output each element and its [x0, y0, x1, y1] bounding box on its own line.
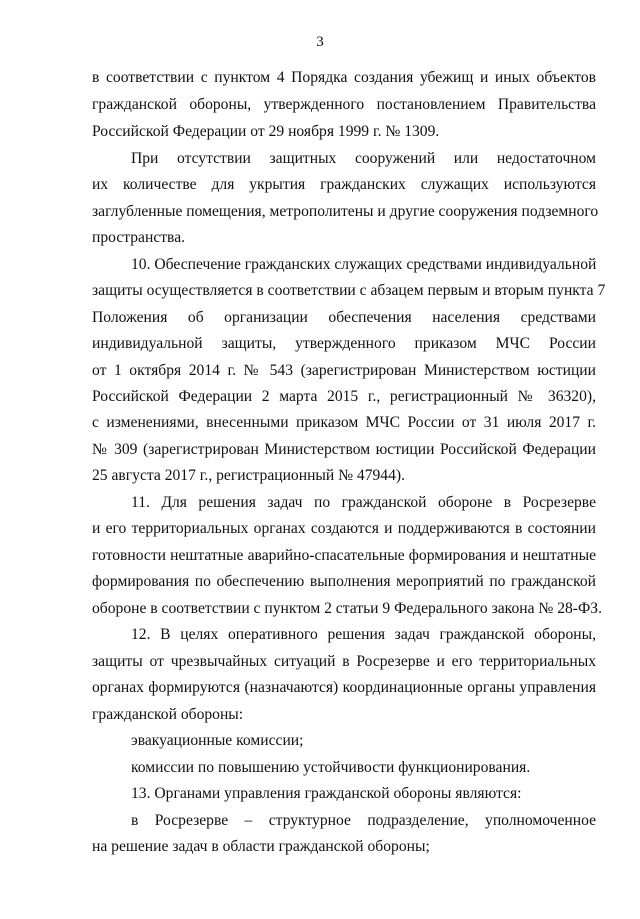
text-line: № 309 (зарегистрирован Министерством юстиции Российской Федерации — [92, 441, 596, 458]
text-line: 25 августа 2017 г., регистрационный № 47944). — [92, 467, 405, 484]
list-item: комиссии по повышению устойчивости функционирования. — [131, 759, 531, 776]
text-line: заглубленные помещения, метрополитены и другие сооружения подземного — [92, 203, 599, 220]
text-line: и его территориальных органах создаются и поддерживаются в состоянии — [92, 520, 596, 537]
text-line: индивидуальной защиты, утвержденного приказом МЧС России — [92, 335, 596, 352]
text-line: готовности нештатные аварийно-спасательные формирования и нештатные — [92, 547, 596, 564]
text-line: в Росрезерве – структурное подразделение, уполномоченное — [131, 812, 596, 829]
page-number: 3 — [316, 34, 324, 50]
paragraph-first-line: 13. Органами управления гражданской обороны являются: — [131, 785, 522, 802]
text-line: от 1 октября 2014 г. № 543 (зарегистрирован Министерством юстиции — [92, 362, 596, 379]
text-line: формирования по обеспечению выполнения мероприятий по гражданской — [92, 573, 596, 590]
text-line: Российской Федерации 2 марта 2015 г., регистрационный № 36320), — [92, 388, 596, 405]
text-line: их количестве для укрытия гражданских служащих используются — [92, 176, 596, 193]
paragraph-first-line: 11. Для решения задач по гражданской обороне в Росрезерве — [131, 494, 596, 511]
text-line: Положения об организации обеспечения населения средствами — [92, 309, 596, 326]
text-line: защиты от чрезвычайных ситуаций в Росрезерве и его территориальных — [92, 653, 596, 670]
list-item: эвакуационные комиссии; — [131, 732, 304, 749]
text-line: на решение задач в области гражданской обороны; — [92, 838, 430, 855]
paragraph-first-line: При отсутствии защитных сооружений или недостаточном — [131, 150, 596, 167]
text-line: защиты осуществляется в соответствии с абзацем первым и вторым пункта 7 — [92, 282, 606, 299]
paragraph-first-line: 10. Обеспечение гражданских служащих средствами индивидуальной — [131, 256, 597, 273]
text-line: пространства. — [92, 229, 186, 246]
paragraph-first-line: 12. В целях оперативного решения задач гражданской обороны, — [131, 626, 596, 643]
text-line: гражданской обороны: — [92, 706, 244, 723]
text-line: обороне в соответствии с пунктом 2 статьи 9 Федерального закона № 28-ФЗ. — [92, 600, 603, 617]
text-line: с изменениями, внесенными приказом МЧС России от 31 июля 2017 г. — [92, 414, 596, 431]
text-line: органах формируются (назначаются) координационные органы управления — [92, 679, 596, 696]
text-line: в соответствии с пунктом 4 Порядка создания убежищ и иных объектов — [92, 69, 596, 86]
text-line: Российской Федерации от 29 ноября 1999 г. № 1309. — [92, 123, 440, 140]
text-line: гражданской обороны, утвержденного постановлением Правительства — [92, 96, 596, 113]
